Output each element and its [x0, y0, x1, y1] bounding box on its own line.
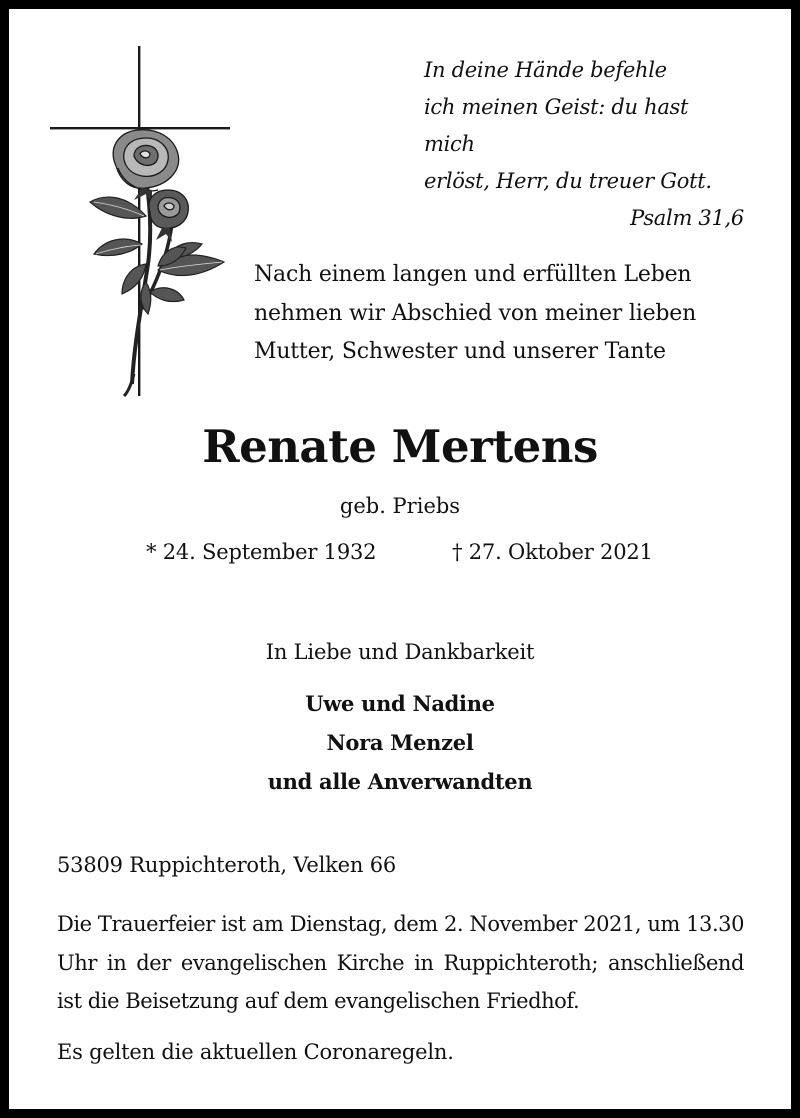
- birth-date: * 24. September 1932: [146, 540, 377, 564]
- address: 53809 Ruppichteroth, Velken 66: [57, 853, 397, 877]
- verse-line: ich meinen Geist: du hast mich: [424, 95, 689, 156]
- mourners-list: [0, 684, 800, 801]
- verse-line: erlöst, Herr, du treuer Gott.: [424, 169, 712, 193]
- verse-reference: Psalm 31,6: [630, 206, 744, 230]
- cross-with-roses-icon: [46, 44, 236, 399]
- maiden-name: geb. Priebs: [339, 494, 461, 518]
- closing-phrase: In Liebe und Dankbarkeit: [265, 640, 535, 664]
- deceased-name: Renate Mertens: [202, 420, 598, 473]
- mourner-name: und alle Anverwandten: [267, 769, 533, 794]
- funeral-details: Die Trauerfeier ist am Dienstag, dem 2. November 2021, um 13.30 Uhr in der evangelischen Kirche in Ruppichteroth; anschließend ist die Beisetzung auf dem evangelischen Friedhof.: [57, 912, 744, 1013]
- intro-line: nehmen wir Abschied von meiner lieben: [254, 300, 697, 326]
- mourner-name: Uwe und Nadine: [305, 691, 495, 716]
- verse-line: In deine Hände befehle: [424, 58, 667, 82]
- covid-notice: Es gelten die aktuellen Coronaregeln.: [57, 1040, 454, 1064]
- intro-line: Mutter, Schwester und unserer Tante: [254, 339, 666, 364]
- death-date: † 27. Oktober 2021: [452, 540, 653, 564]
- bible-verse: [424, 52, 744, 237]
- mourner-name: Nora Menzel: [326, 730, 474, 755]
- intro-line: Nach einem langen und erfüllten Leben: [254, 262, 692, 287]
- intro-text: [254, 256, 744, 372]
